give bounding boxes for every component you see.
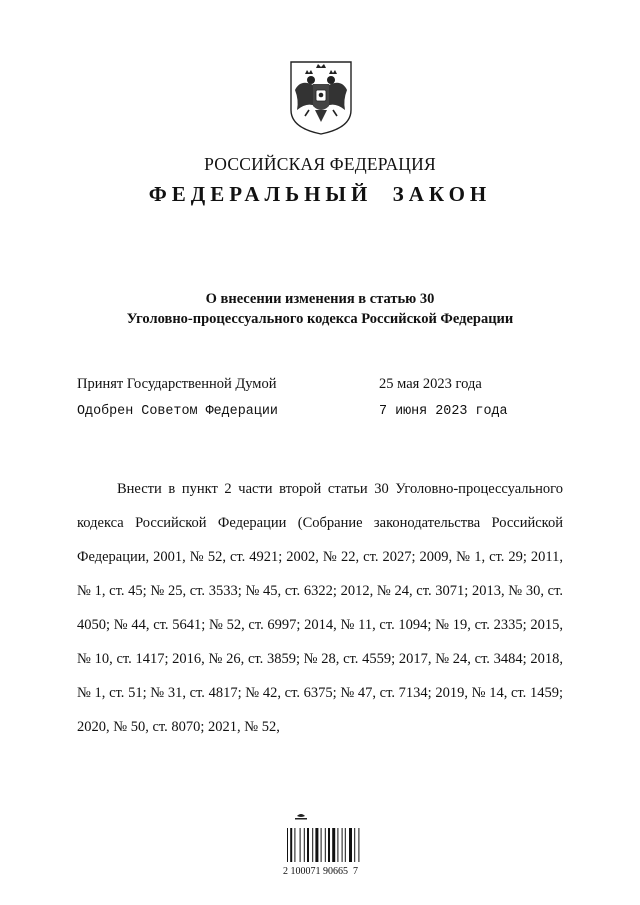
duma-label: Принят Государственной Думой bbox=[77, 376, 277, 392]
coat-of-arms-icon bbox=[289, 60, 353, 136]
document-type-heading: ФЕДЕРАЛЬНЫЙ ЗАКОН bbox=[148, 182, 492, 206]
adoption-duma-row bbox=[77, 376, 597, 398]
adoption-council-row bbox=[77, 404, 597, 426]
council-label: Одобрен Советом Федерации bbox=[77, 404, 278, 419]
council-date: 7 июня 2023 года bbox=[379, 404, 508, 419]
law-title-line-1: О внесении изменения в статью 30 bbox=[205, 291, 435, 307]
duma-date: 25 мая 2023 года bbox=[379, 376, 482, 392]
body-paragraph: Внести в пункт 2 части второй статьи 30 Уголовно-процессуального кодекса Российской Федерации (Собрание законодательства Российской Федерации, 2001, № 52, ст. 4921; 2002, № 22, ст. 2027; 2009, № 1, ст. 29; 2011, № 1, ст. 45; № 25, ст. 3533; № 45, ст. 6322; 2012, № 24, ст. 3071; 2013, № 30, ст. 4050; № 44, ст. 5641; № 52, ст. 6997; 2014, № 11, ст. 1094; № 19, ст. 2335; 2015, № 10, ст. 1417; 2016, № 26, ст. 3859; № 28, ст. 4559; 2017, № 24, ст. 3484; 2018, № 1, ст. 51; № 31, ст. 4817; № 42, ст. 6375; № 47, ст. 7134; 2019, № 14, ст. 1459; 2020, № 50, ст. 8070; 2021, № 52, bbox=[77, 481, 563, 735]
law-title-line-2: Уголовно-процессуального кодекса Российской Федерации bbox=[126, 311, 514, 327]
law-title bbox=[0, 289, 640, 329]
country-heading: РОССИЙСКАЯ ФЕДЕРАЦИЯ bbox=[204, 154, 436, 174]
barcode-number: 2 100071 90665 7 bbox=[283, 866, 358, 877]
